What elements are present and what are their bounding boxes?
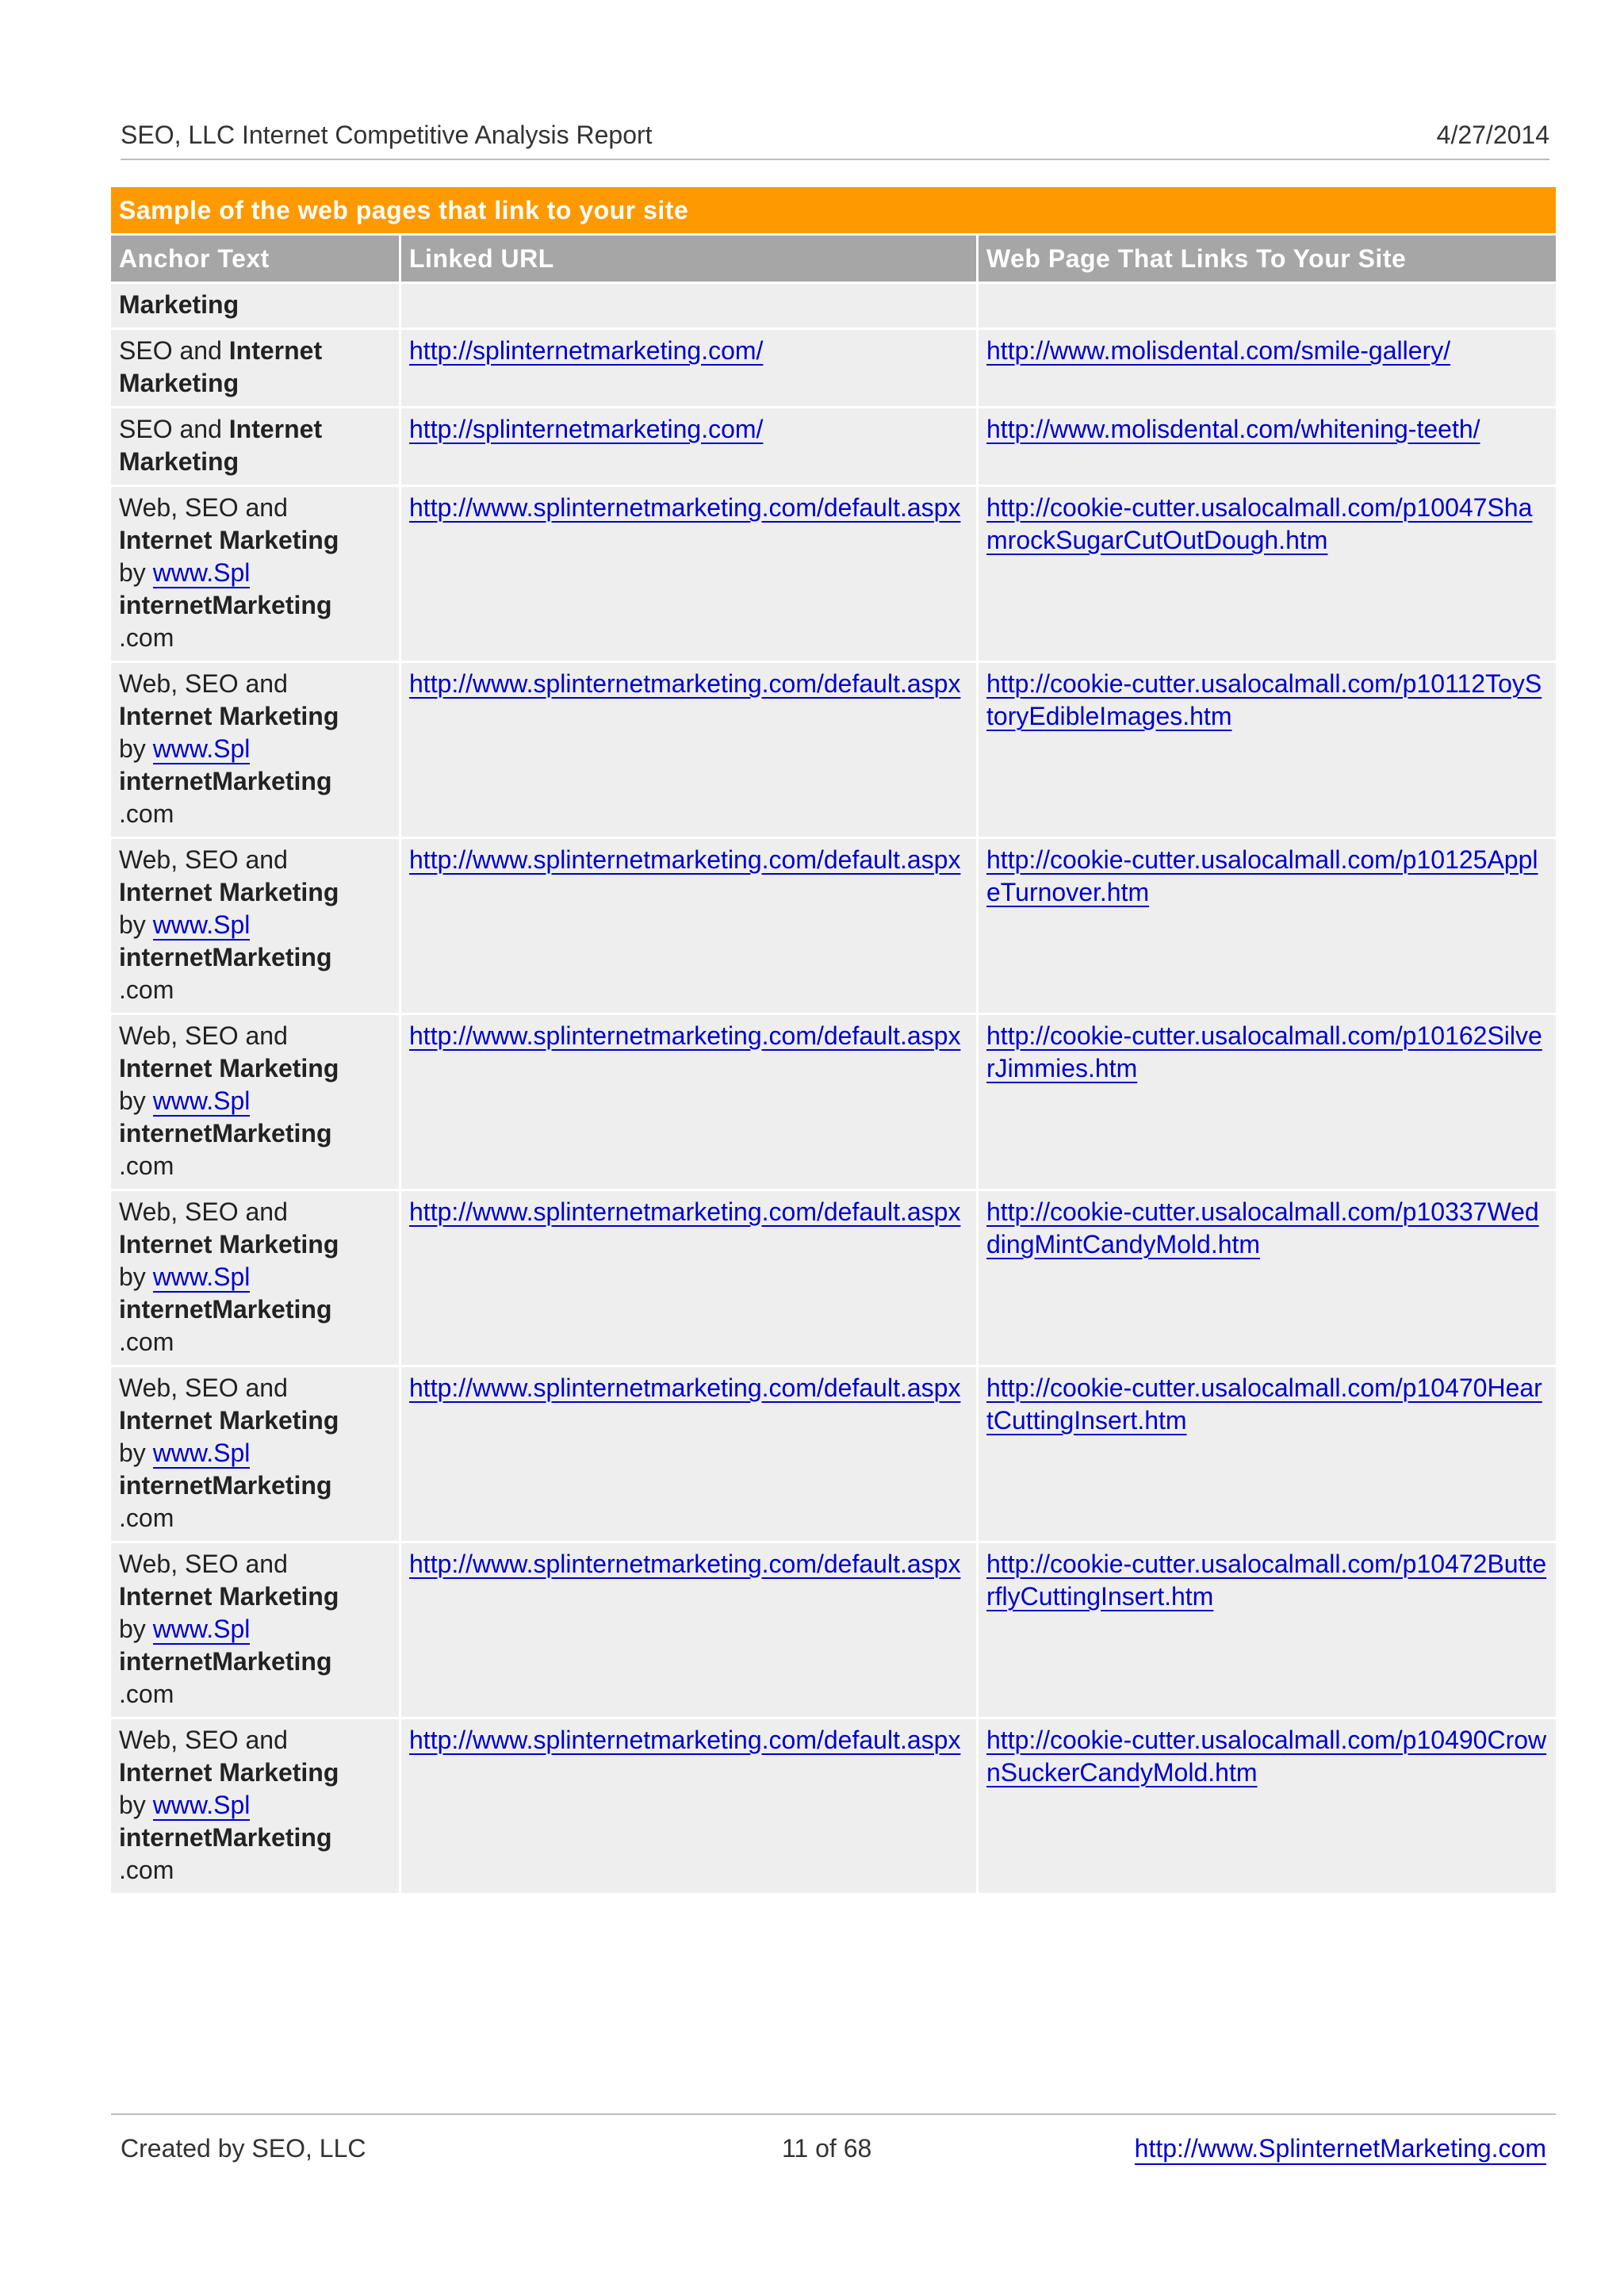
linking-page-cell [979, 837, 1556, 1013]
linked-url-cell [401, 328, 979, 406]
anchor-text-link[interactable]: www.Spl [152, 910, 251, 939]
anchor-text-cell [111, 328, 401, 406]
anchor-text-by: by [119, 734, 146, 763]
linking-page-cell [979, 485, 1556, 661]
anchor-text-line: Web, SEO and [119, 1550, 288, 1578]
anchor-text-by: by [119, 1615, 146, 1643]
anchor-text-bold: Marketing [119, 369, 239, 397]
anchor-text-line: .com [119, 1680, 174, 1708]
anchor-text-cell [111, 661, 401, 837]
anchor-text-prefix: SEO and [119, 336, 222, 365]
anchor-text-by: by [119, 1262, 146, 1291]
anchor-text-bold: internetMarketing [119, 1295, 332, 1324]
anchor-text-bold: Internet Marketing [119, 878, 339, 906]
anchor-text-link[interactable]: www.Spl [152, 734, 251, 763]
table-row [111, 661, 1556, 837]
anchor-text-cell [111, 837, 401, 1013]
anchor-text-line: .com [119, 1504, 174, 1532]
table-row [111, 1013, 1556, 1189]
anchor-text-bold: Marketing [119, 447, 239, 476]
linking-page-cell [979, 661, 1556, 837]
anchor-text-line: Web, SEO and [119, 1726, 288, 1754]
linking-page-cell [979, 1717, 1556, 1893]
linked-url-link[interactable]: http://www.splinternetmarketing.com/default.aspx [409, 1374, 961, 1402]
anchor-text-bold: internetMarketing [119, 767, 332, 795]
anchor-text-bold: internetMarketing [119, 1119, 332, 1148]
anchor-text-bold: Internet [228, 336, 323, 365]
column-header-anchor-text: Anchor Text [111, 233, 401, 282]
anchor-text-link[interactable]: www.Spl [152, 1791, 251, 1819]
anchor-text-line: .com [119, 799, 174, 828]
anchor-text-link[interactable]: www.Spl [152, 558, 251, 587]
anchor-text-link[interactable]: www.Spl [152, 1439, 251, 1467]
anchor-text-cell [111, 1365, 401, 1541]
anchor-text-bold: Internet Marketing [119, 1054, 339, 1082]
linked-url-cell [401, 661, 979, 837]
anchor-text-bold: Internet Marketing [119, 1406, 339, 1435]
linked-url-cell [401, 837, 979, 1013]
linking-page-cell [979, 1189, 1556, 1365]
anchor-text-line: Web, SEO and [119, 1374, 288, 1402]
table-row [111, 328, 1556, 406]
linking-page-cell [979, 406, 1556, 485]
anchor-text-bold: Internet Marketing [119, 1582, 339, 1611]
linked-url-link[interactable]: http://splinternetmarketing.com/ [409, 336, 764, 365]
linking-page-link[interactable]: http://cookie-cutter.usalocalmall.com/p10490CrownSuckerCandyMold.htm [986, 1726, 1547, 1787]
anchor-text-prefix: SEO and [119, 415, 222, 443]
anchor-text-by: by [119, 1439, 146, 1467]
anchor-text-bold: internetMarketing [119, 1647, 332, 1676]
anchor-text-bold: Internet Marketing [119, 1230, 339, 1259]
linking-page-link[interactable]: http://cookie-cutter.usalocalmall.com/p10162SilverJimmies.htm [986, 1021, 1542, 1082]
table-row [111, 406, 1556, 485]
footer-created-by: Created by SEO, LLC [121, 2134, 366, 2163]
linked-url-cell [401, 1189, 979, 1365]
linking-page-cell [979, 328, 1556, 406]
linking-page-cell [979, 282, 1556, 328]
anchor-text-bold: internetMarketing [119, 1823, 332, 1852]
anchor-text-cell [111, 1541, 401, 1717]
anchor-text-line: .com [119, 1856, 174, 1884]
anchor-text-line: .com [119, 975, 174, 1004]
anchor-text-cell [111, 282, 401, 328]
anchor-text-line: Web, SEO and [119, 1197, 288, 1226]
page-header [121, 114, 1549, 160]
anchor-text-cell [111, 1013, 401, 1189]
anchor-text-by: by [119, 1086, 146, 1115]
linking-page-link[interactable]: http://cookie-cutter.usalocalmall.com/p10125AppleTurnover.htm [986, 845, 1538, 906]
linked-url-link[interactable]: http://www.splinternetmarketing.com/default.aspx [409, 669, 961, 698]
anchor-text-cell [111, 1189, 401, 1365]
anchor-text-link[interactable]: www.Spl [152, 1262, 251, 1291]
footer-page-number: 11 of 68 [782, 2134, 872, 2163]
anchor-text-line: .com [119, 623, 174, 652]
anchor-text-by: by [119, 1791, 146, 1819]
linked-url-link[interactable]: http://www.splinternetmarketing.com/default.aspx [409, 1197, 961, 1226]
linked-url-link[interactable]: http://www.splinternetmarketing.com/default.aspx [409, 845, 961, 874]
table-row [111, 282, 1556, 328]
column-header-linking-page: Web Page That Links To Your Site [979, 233, 1556, 282]
table-row [111, 485, 1556, 661]
linked-url-cell [401, 1541, 979, 1717]
linking-page-link[interactable]: http://cookie-cutter.usalocalmall.com/p10112ToyStoryEdibleImages.htm [986, 669, 1542, 730]
report-title: SEO, LLC Internet Competitive Analysis Report [121, 121, 653, 149]
table-row [111, 1541, 1556, 1717]
anchor-text-line: .com [119, 1151, 174, 1180]
anchor-text-link[interactable]: www.Spl [152, 1615, 251, 1643]
linked-url-cell [401, 1717, 979, 1893]
linking-page-cell [979, 1365, 1556, 1541]
page-footer [111, 2113, 1556, 2178]
anchor-text-line: Web, SEO and [119, 1021, 288, 1050]
linked-url-cell [401, 406, 979, 485]
table-row [111, 1189, 1556, 1365]
report-date: 4/27/2014 [1436, 121, 1549, 149]
anchor-text-bold: Internet Marketing [119, 526, 339, 554]
linking-page-link[interactable]: http://cookie-cutter.usalocalmall.com/p10470HeartCuttingInsert.htm [986, 1374, 1542, 1435]
anchor-text-line: Web, SEO and [119, 669, 288, 698]
linking-page-cell [979, 1541, 1556, 1717]
anchor-text-bold: internetMarketing [119, 943, 332, 971]
linked-url-link[interactable]: http://www.splinternetmarketing.com/default.aspx [409, 1726, 961, 1754]
linking-page-link[interactable]: http://www.molisdental.com/smile-gallery/ [986, 336, 1451, 365]
linked-url-cell [401, 485, 979, 661]
column-header-linked-url: Linked URL [401, 233, 979, 282]
linked-url-cell [401, 1365, 979, 1541]
linked-url-cell [401, 1013, 979, 1189]
table-row [111, 1365, 1556, 1541]
anchor-text-cell [111, 1717, 401, 1893]
linking-page-link[interactable]: http://cookie-cutter.usalocalmall.com/p10472ButterflyCuttingInsert.htm [986, 1550, 1547, 1611]
anchor-text-bold: Internet [228, 415, 323, 443]
anchor-text-line: .com [119, 1328, 174, 1356]
linking-page-link[interactable]: http://www.molisdental.com/whitening-teeth/ [986, 415, 1480, 443]
anchor-text-bold: Internet Marketing [119, 702, 339, 730]
anchor-text-by: by [119, 910, 146, 939]
footer-site-link[interactable]: http://www.SplinternetMarketing.com [1135, 2134, 1546, 2165]
linking-page-link[interactable]: http://cookie-cutter.usalocalmall.com/p10047ShamrockSugarCutOutDough.htm [986, 493, 1533, 554]
anchor-text-link[interactable]: www.Spl [152, 1086, 251, 1115]
linked-url-link[interactable]: http://splinternetmarketing.com/ [409, 415, 764, 443]
backlinks-table [111, 187, 1556, 1893]
anchor-text-bold: internetMarketing [119, 591, 332, 619]
table-row [111, 837, 1556, 1013]
linking-page-link[interactable]: http://cookie-cutter.usalocalmall.com/p10337WeddingMintCandyMold.htm [986, 1197, 1539, 1259]
anchor-text: Marketing [119, 290, 239, 319]
linking-page-cell [979, 1013, 1556, 1189]
anchor-text-bold: internetMarketing [119, 1471, 332, 1500]
anchor-text-line: Web, SEO and [119, 493, 288, 522]
linked-url-link[interactable]: http://www.splinternetmarketing.com/default.aspx [409, 1021, 961, 1050]
anchor-text-cell [111, 485, 401, 661]
anchor-text-cell [111, 406, 401, 485]
table-row [111, 1717, 1556, 1893]
linked-url-link[interactable]: http://www.splinternetmarketing.com/default.aspx [409, 493, 961, 522]
linked-url-cell [401, 282, 979, 328]
table-banner: Sample of the web pages that link to your site [111, 187, 1556, 233]
linked-url-link[interactable]: http://www.splinternetmarketing.com/default.aspx [409, 1550, 961, 1578]
anchor-text-by: by [119, 558, 146, 587]
anchor-text-line: Web, SEO and [119, 845, 288, 874]
anchor-text-bold: Internet Marketing [119, 1758, 339, 1787]
